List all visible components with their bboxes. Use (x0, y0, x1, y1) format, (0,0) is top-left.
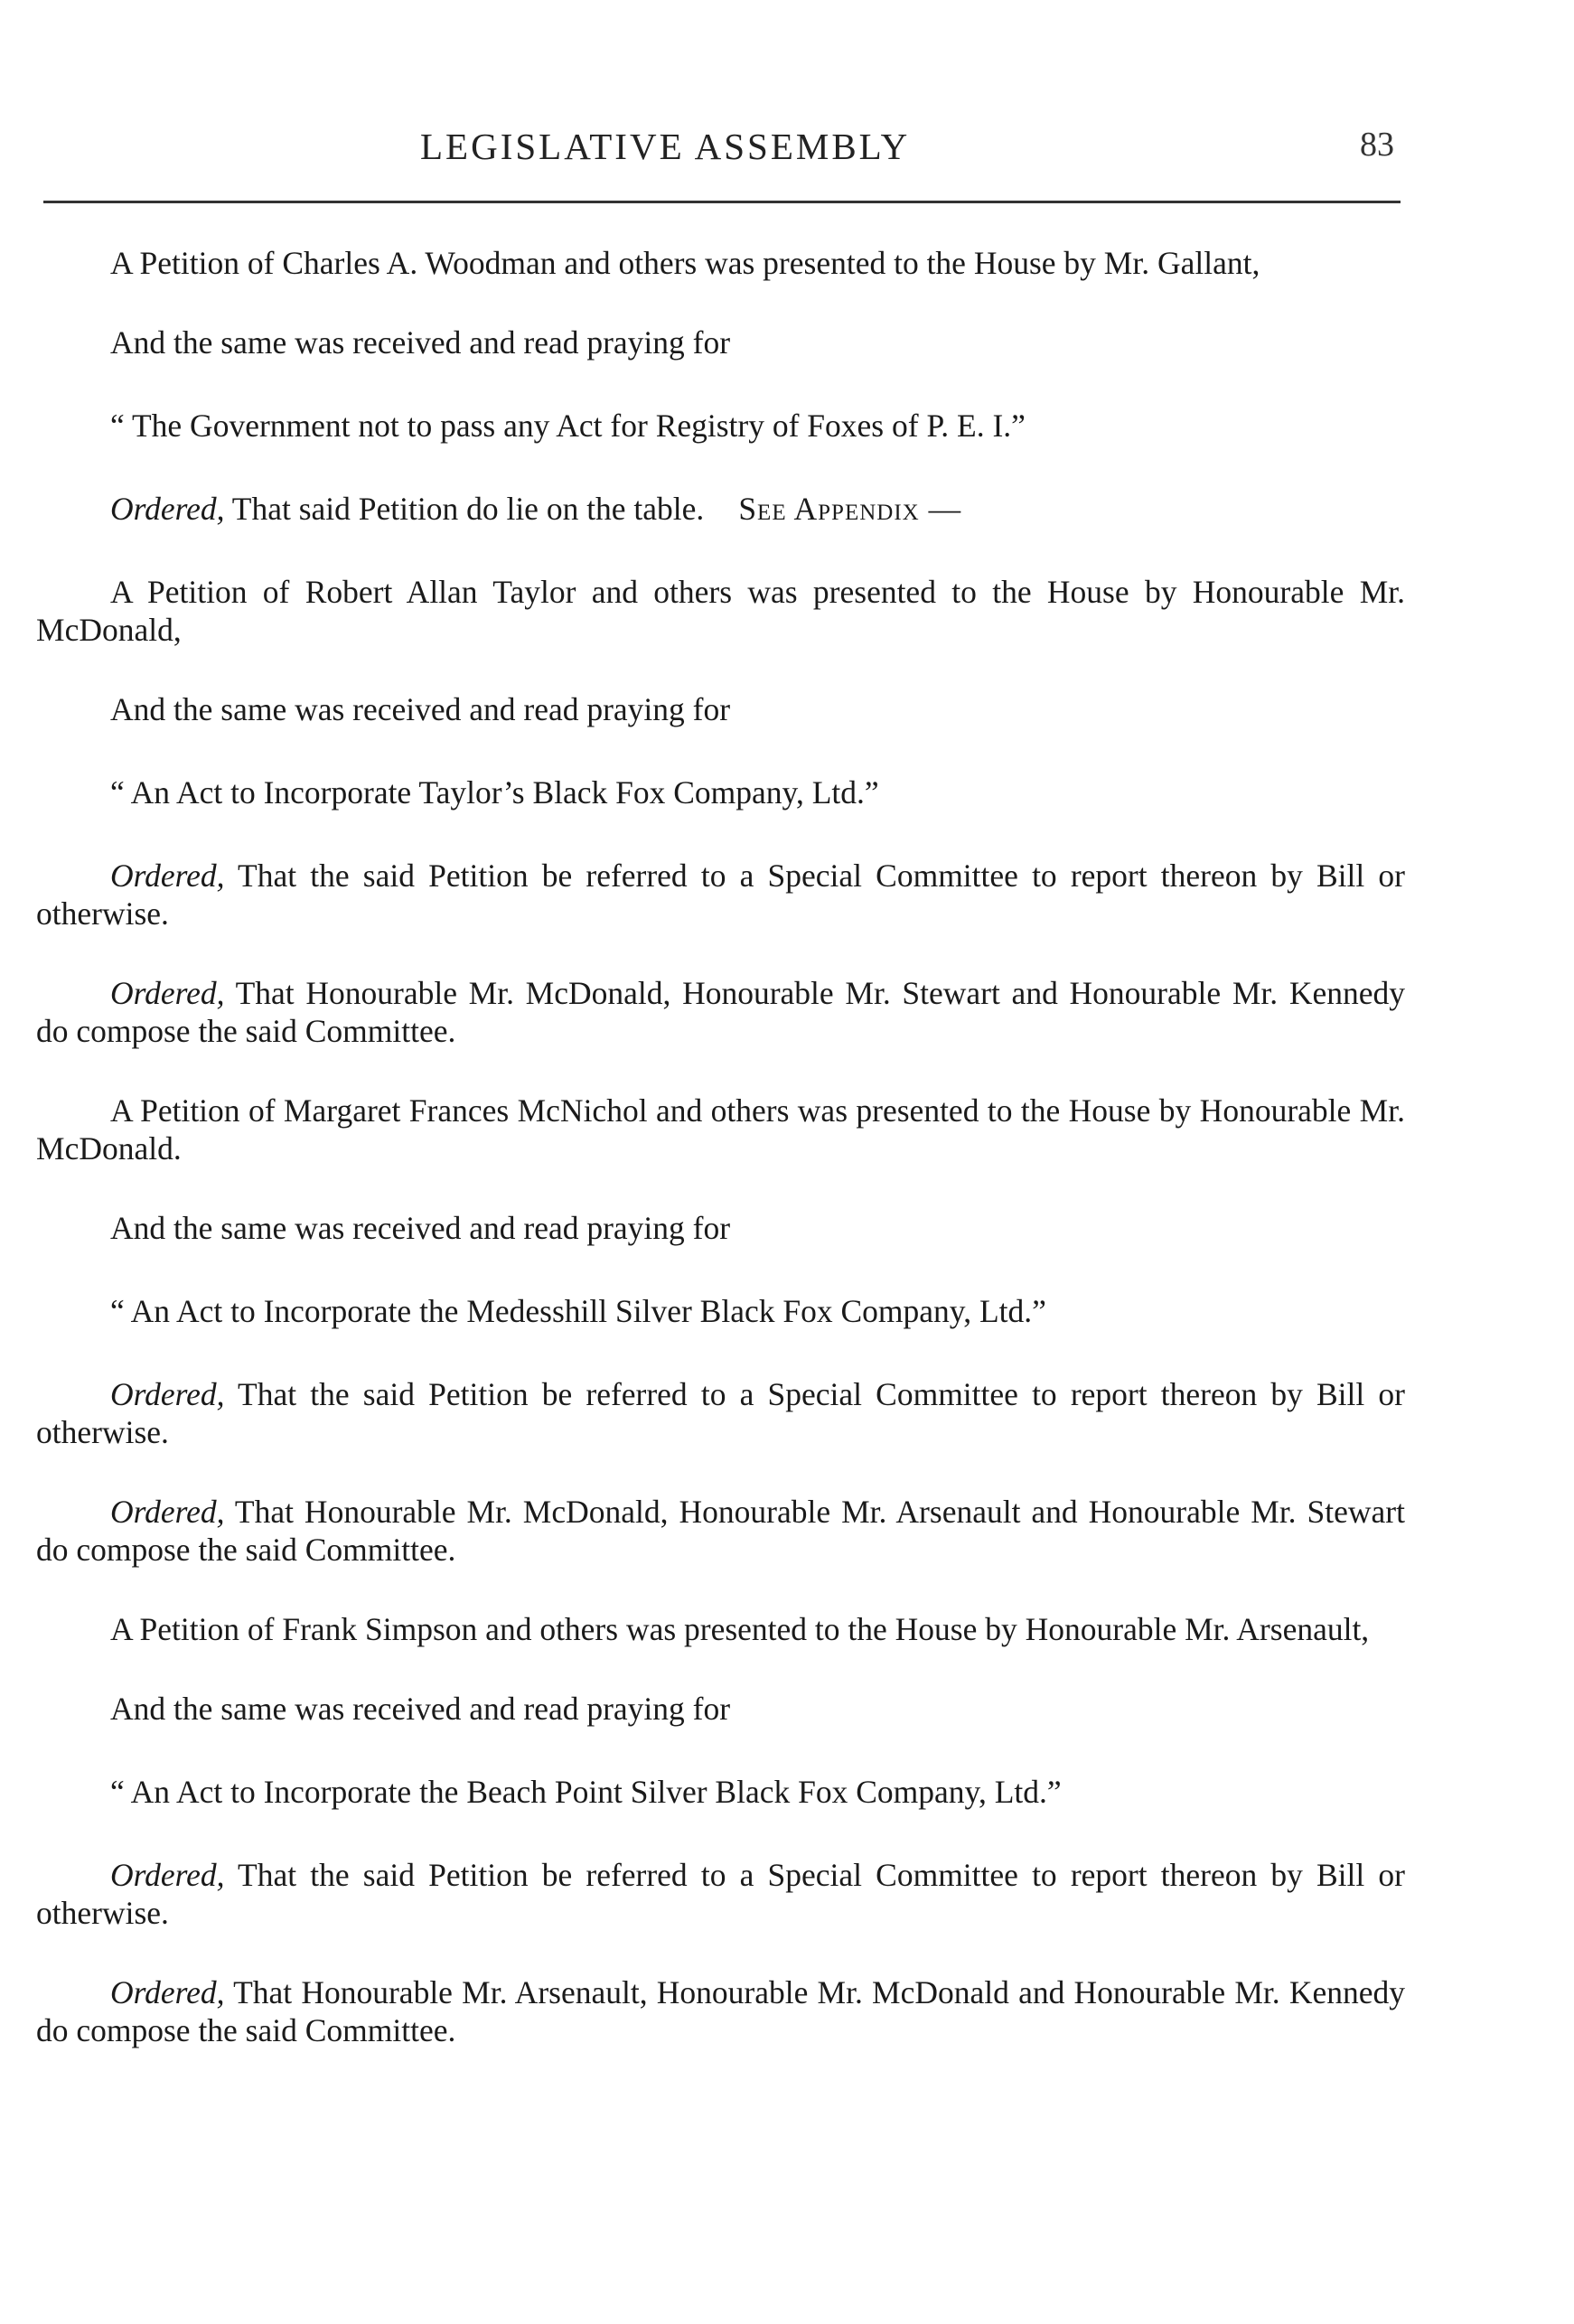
paragraph-text: “ An Act to Incorporate the Medesshill Silver Black Fox Company, Ltd.” (110, 1293, 1046, 1329)
order-paragraph (36, 1375, 1405, 1451)
praying-paragraph (36, 1209, 1405, 1247)
quoted-prayer (36, 1292, 1405, 1330)
order-paragraph (36, 857, 1405, 932)
quoted-prayer (36, 407, 1405, 445)
paragraph-text: “ The Government not to pass any Act for Registry of Foxes of P. E. I.” (110, 408, 1026, 444)
praying-paragraph (36, 690, 1405, 728)
ordered-lead: Ordered, (110, 1376, 225, 1412)
ordered-lead: Ordered, (110, 857, 225, 894)
petition-paragraph (36, 573, 1405, 649)
paragraph-text: And the same was received and read praying for (110, 1691, 731, 1727)
paragraph-text: A Petition of Margaret Frances McNichol and others was presented to the House by Honourable Mr. McDonald. (36, 1092, 1405, 1167)
paragraph-text: And the same was received and read praying for (110, 324, 731, 361)
order-paragraph (36, 1493, 1405, 1569)
paragraph-text: That the said Petition be referred to a Special Committee to report thereon by Bill or otherwise. (36, 1857, 1405, 1931)
order-paragraph (36, 1973, 1405, 2049)
order-paragraph (36, 490, 1405, 528)
petition-paragraph (36, 244, 1405, 282)
ordered-lead: Ordered, (110, 1494, 225, 1530)
paragraph-text: A Petition of Frank Simpson and others was presented to the House by Honourable Mr. Arsenault, (110, 1611, 1370, 1647)
paragraph-text: “ An Act to Incorporate the Beach Point Silver Black Fox Company, Ltd.” (110, 1774, 1062, 1810)
paragraph-text: That Honourable Mr. McDonald, Honourable Mr. Arsenault and Honourable Mr. Stewart do compose the said Committee. (36, 1494, 1405, 1568)
paragraph-text: That the said Petition be referred to a Special Committee to report thereon by Bill or otherwise. (36, 857, 1405, 932)
quoted-prayer (36, 773, 1405, 811)
ordered-lead: Ordered, (110, 491, 225, 527)
appendix-reference: See Appendix — (738, 491, 962, 527)
order-paragraph (36, 974, 1405, 1050)
ordered-lead: Ordered, (110, 1974, 225, 2010)
paragraph-text: That the said Petition be referred to a Special Committee to report thereon by Bill or otherwise. (36, 1376, 1405, 1450)
ordered-lead: Ordered, (110, 1857, 225, 1893)
paragraph-text: That said Petition do lie on the table. (224, 491, 705, 527)
paragraph-text: And the same was received and read praying for (110, 1210, 731, 1246)
ordered-lead: Ordered, (110, 975, 225, 1011)
quoted-prayer (36, 1773, 1405, 1811)
paragraph-text: A Petition of Charles A. Woodman and others was presented to the House by Mr. Gallant, (110, 245, 1260, 281)
header-rule (43, 201, 1401, 203)
paragraph-text: “ An Act to Incorporate Taylor’s Black Fox Company, Ltd.” (110, 774, 879, 811)
praying-paragraph (36, 323, 1405, 361)
running-header (0, 125, 1574, 179)
paragraph-text: That Honourable Mr. Arsenault, Honourable Mr. McDonald and Honourable Mr. Kennedy do compose the said Committee. (36, 1974, 1405, 2048)
petition-paragraph (36, 1610, 1405, 1648)
running-title: LEGISLATIVE ASSEMBLY (420, 126, 911, 167)
order-paragraph (36, 1856, 1405, 1932)
page-number: 83 (1360, 126, 1394, 164)
praying-paragraph (36, 1690, 1405, 1728)
paragraph-text: That Honourable Mr. McDonald, Honourable Mr. Stewart and Honourable Mr. Kennedy do compose the said Committee. (36, 975, 1405, 1049)
paragraph-text: A Petition of Robert Allan Taylor and others was presented to the House by Honourable Mr. McDonald, (36, 574, 1405, 648)
paragraph-text: And the same was received and read praying for (110, 691, 731, 727)
body-text (36, 244, 1405, 2091)
petition-paragraph (36, 1092, 1405, 1167)
